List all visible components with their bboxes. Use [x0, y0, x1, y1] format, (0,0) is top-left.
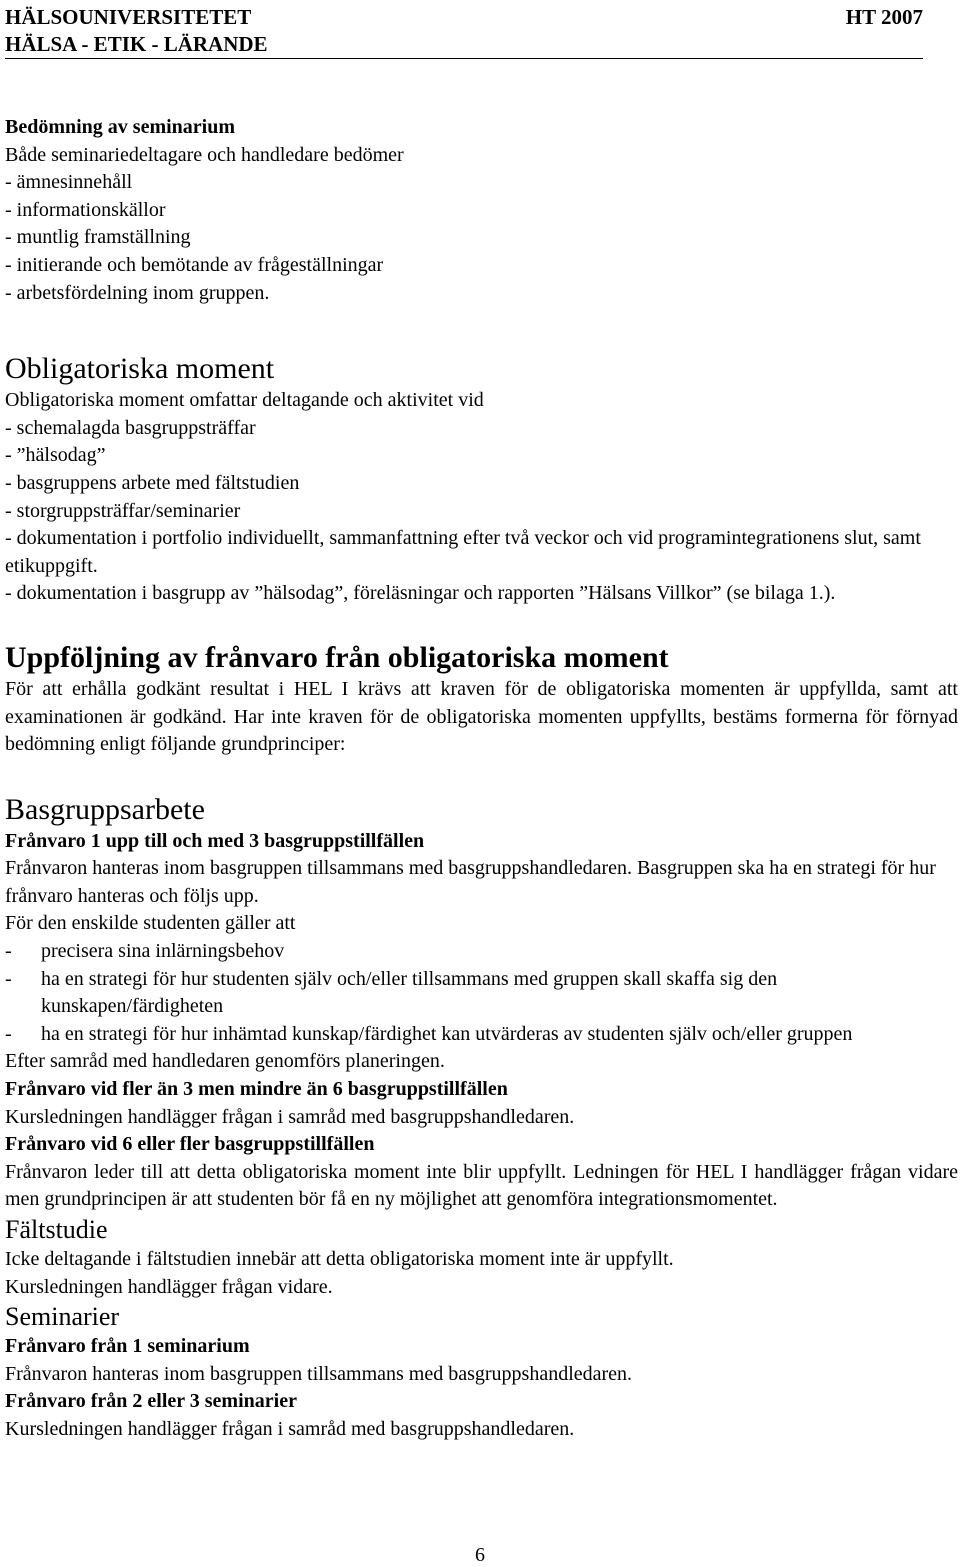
page-header	[5, 4, 923, 59]
list-item: - ”hälsodag”	[5, 444, 106, 467]
group-work-section	[5, 792, 958, 1214]
paragraph: För den enskilde studenten gäller att	[5, 912, 296, 935]
mandatory-section	[5, 351, 958, 608]
list-item-text: precisera sina inlärningsbehov	[41, 940, 285, 963]
list-item: - storgruppsträffar/seminarier	[5, 499, 241, 522]
paragraph: Kursledningen handlägger frågan vidare.	[5, 1275, 333, 1298]
page-content	[5, 114, 958, 1444]
paragraph: Efter samråd med handledaren genomförs planeringen.	[5, 1050, 445, 1073]
paragraph: Icke deltagande i fältstudien innebär att detta obligatoriska moment inte är uppfyllt.	[5, 1248, 674, 1270]
subheading: Frånvaro från 1 seminarium	[5, 1335, 250, 1358]
list-item: - schemalagda basgruppsträffar	[5, 416, 256, 439]
subheading: Frånvaro från 2 eller 3 seminarier	[5, 1390, 297, 1413]
list-item: - dokumentation i portfolio individuellt, sammanfattning efter två veckor och vid programintegrationens slut, samt etikuppgift.	[5, 527, 921, 577]
section-heading: Fältstudie	[5, 1215, 108, 1244]
list-item: - basgruppens arbete med fältstudien	[5, 471, 300, 494]
fieldstudy-section	[5, 1214, 958, 1301]
list-item: - ämnesinnehåll	[5, 171, 133, 194]
paragraph: Frånvaron hanteras inom basgruppen tillsammans med basgruppshandledaren.	[5, 1362, 633, 1385]
section-heading: Uppföljning av frånvaro från obligatoriska moment	[5, 640, 669, 674]
list-item: - ha en strategi för hur studenten själv och/eller tillsammans med gruppen skall skaffa sig den kunskapen/färdigheten	[5, 966, 958, 1021]
section-heading: Obligatoriska moment	[5, 352, 275, 386]
header-course: HÄLSA - ETIK - LÄRANDE	[5, 32, 268, 56]
list-item: - initierande och bemötande av frågeställningar	[5, 253, 384, 276]
paragraph: Frånvaron leder till att detta obligatoriska moment inte blir uppfyllt. Ledningen för HEL I handlägger frågan vidare men grundprincipen är att studenten bör få en ny möjlighet att genomföra integrationsmomentet.	[5, 1160, 958, 1211]
paragraph: För att erhålla godkänt resultat i HEL I krävs att kraven för de obligatoriska momenten är uppfyllda, samt att examinationen är godkänd. Har inte kraven för de obligatoriska momenten uppfyllts, bestäms formerna för förnyad bedömning enligt följande grundprinciper:	[5, 677, 958, 756]
paragraph: Obligatoriska moment omfattar deltagande och aktivitet vid	[5, 389, 484, 412]
list-item: - dokumentation i basgrupp av ”hälsodag”, föreläsningar och rapporten ”Hälsans Villkor” (se bilaga 1.).	[5, 582, 836, 605]
seminars-section	[5, 1301, 958, 1443]
header-row	[5, 4, 923, 31]
list-item: - muntlig framställning	[5, 226, 191, 249]
paragraph: Kursledningen handlägger frågan i samråd med basgruppshandledaren.	[5, 1417, 575, 1440]
header-row	[5, 31, 923, 58]
section-heading: Basgruppsarbete	[5, 792, 205, 826]
list-item-text: ha en strategi för hur inhämtad kunskap/färdighet kan utvärderas av studenten själv och/eller gruppen	[41, 1022, 853, 1045]
header-term: HT 2007	[845, 5, 923, 29]
page-number: 6	[475, 1544, 485, 1566]
subheading: Frånvaro vid 6 eller fler basgruppstillfällen	[5, 1133, 375, 1156]
paragraph: Både seminariedeltagare och handledare bedömer	[5, 143, 404, 166]
header-university: HÄLSOUNIVERSITETET	[5, 5, 252, 29]
list-item: - arbetsfördelning inom gruppen.	[5, 281, 270, 304]
paragraph: Frånvaron hanteras inom basgruppen tillsammans med basgruppshandledaren. Basgruppen ska ha en strategi för hur frånvaro hanteras och följs upp.	[5, 857, 936, 907]
list-item: - ha en strategi för hur inhämtad kunskap/färdighet kan utvärderas av studenten själv och/eller gruppen	[5, 1021, 958, 1049]
paragraph: Kursledningen handlägger frågan i samråd med basgruppshandledaren.	[5, 1105, 575, 1128]
section-heading: Seminarier	[5, 1302, 120, 1332]
list-item: - informationskällor	[5, 198, 166, 221]
subheading: Frånvaro 1 upp till och med 3 basgruppstillfällen	[5, 829, 425, 852]
list-item: - precisera sina inlärningsbehov	[5, 938, 958, 966]
section-heading: Bedömning av seminarium	[5, 116, 236, 138]
followup-section	[5, 640, 958, 759]
subheading: Frånvaro vid fler än 3 men mindre än 6 basgruppstillfällen	[5, 1078, 508, 1101]
list-item-text: ha en strategi för hur studenten själv och/eller tillsammans med gruppen skall skaffa sig den kunskapen/färdigheten	[41, 967, 778, 1018]
assessment-section	[5, 114, 958, 307]
